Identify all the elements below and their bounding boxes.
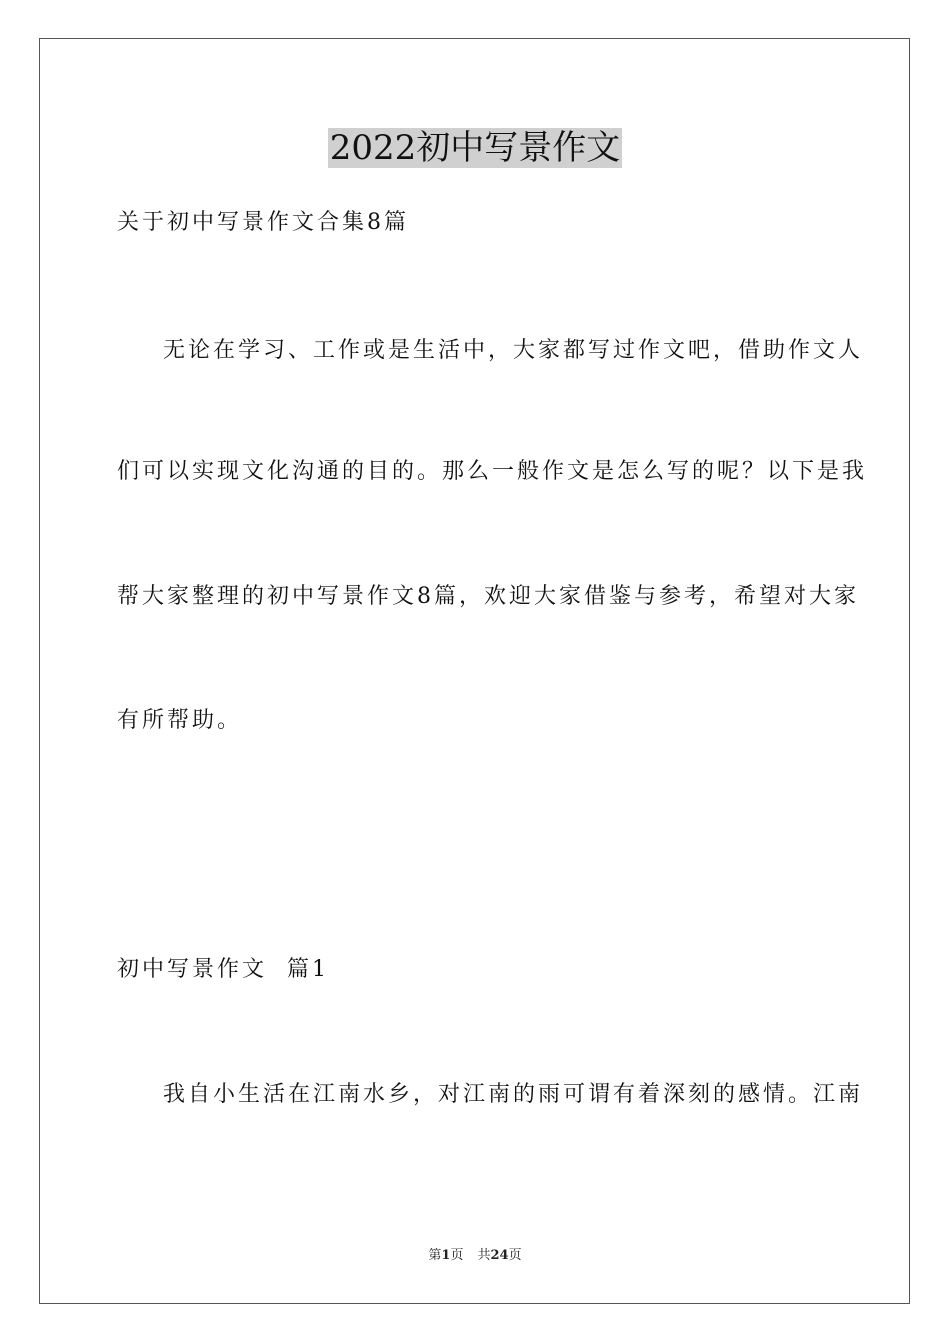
document-title-text: 2022初中写景作文 [329,128,621,168]
footer-page-total: 24 [490,1248,509,1263]
section-heading: 初中写景作文 篇1 [117,957,329,982]
footer-total-suffix: 页 [508,1248,522,1263]
intro-line-3: 帮大家整理的初中写景作文8篇，欢迎大家借鉴与参考，希望对大家 [117,584,859,609]
footer-total-prefix: 共 [477,1248,491,1263]
footer-page-prefix: 第 [428,1248,442,1263]
footer-page-suffix: 页 [450,1248,464,1263]
footer-page-current: 1 [441,1248,451,1263]
document-title [0,126,950,170]
document-subtitle: 关于初中写景作文合集8篇 [117,210,409,235]
intro-line-1: 无论在学习、工作或是生活中，大家都写过作文吧，借助作文人 [163,338,864,363]
intro-line-4: 有所帮助。 [117,708,243,733]
intro-line-2: 们可以实现文化沟通的目的。那么一般作文是怎么写的呢？以下是我 [117,459,868,484]
page-footer [0,1247,950,1265]
section-first-line: 我自小生活在江南水乡，对江南的雨可谓有着深刻的感情。江南 [163,1082,864,1107]
